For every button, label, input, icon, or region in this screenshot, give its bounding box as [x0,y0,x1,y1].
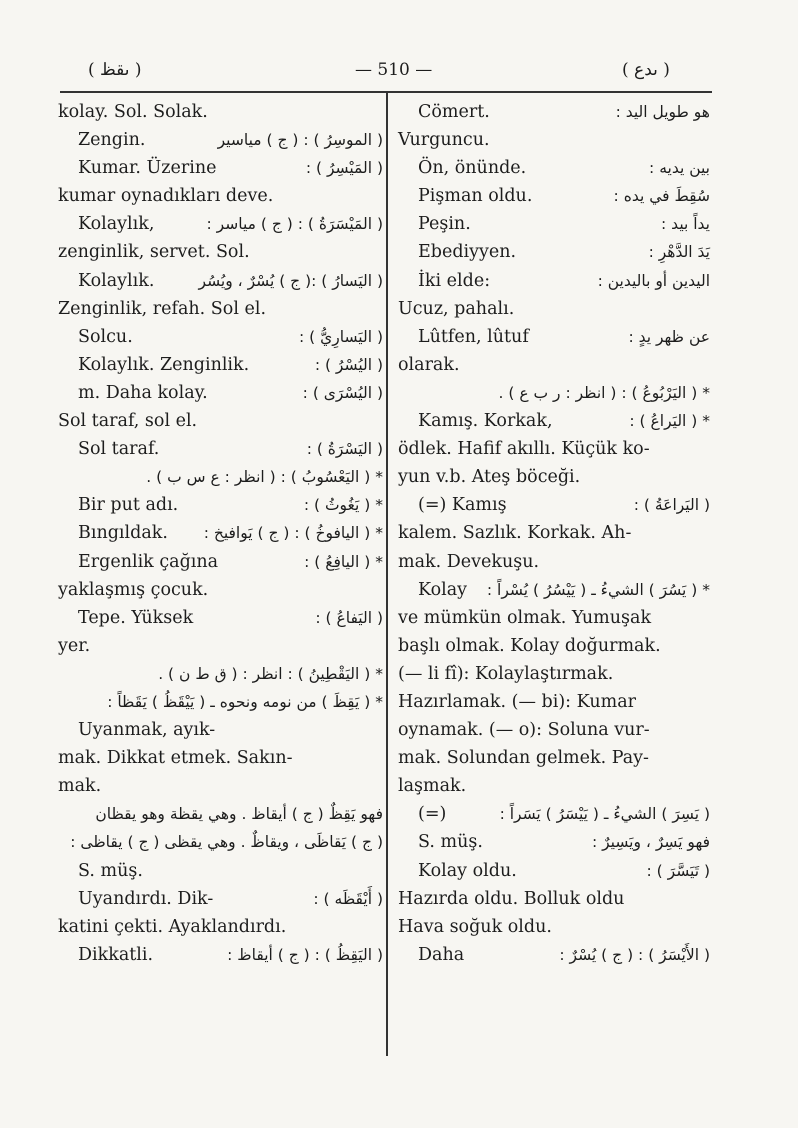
arabic-headword: ( اليَسارُ ) :( ج ) يُسْرٌ ، ويُسُر [198,271,383,290]
entry-line [58,913,383,941]
turkish-text: kumar oynadıkları deve. [58,186,274,207]
arabic-headword: عن ظهر يدٍ : [628,327,710,346]
entry-line [58,576,383,604]
column-divider [386,91,388,1056]
arabic-headword: * ( اليافوخُ ) : ( ج ) يَوافيخ : [203,524,383,543]
arabic-headword: ( المَيْسِرُ ) : [305,159,383,178]
turkish-text: Ucuz, pahalı. [398,298,515,319]
entry-line [58,295,383,323]
entry-line [58,463,383,491]
entry-line [58,435,383,463]
entry-line [398,295,710,323]
turkish-text: Kolay [418,579,468,600]
entry-line [58,660,383,688]
entry-line [398,210,710,238]
entry-line [58,323,383,351]
entry-line [398,885,710,913]
arabic-headword: بين يديه : [649,159,710,178]
entry-line [58,800,383,828]
turkish-text: ödlek. Hafif akıllı. Küçük ko- [398,439,650,460]
turkish-text: Bıngıldak. [78,523,168,544]
entry-line [398,154,710,182]
arabic-headword: ( اليَفاعُ ) : [315,608,383,627]
entry-line [398,716,710,744]
entry-line [58,885,383,913]
entry-line [398,941,710,969]
turkish-text: Daha [418,944,465,965]
entry-line [398,182,710,210]
entry-line [398,435,710,463]
arabic-headword: ( اليَسْرَةُ ) : [306,440,383,459]
arabic-headword: ( المَيْسَرَةُ ) : ( ج ) مياسر : [206,215,383,234]
turkish-text: Tepe. Yüksek [78,607,194,628]
arabic-headword: اليدين أو باليدين : [597,271,710,290]
entry-line [398,857,710,885]
header-left-guide-word: ( ىقظ ) [88,60,142,80]
entry-line [58,126,383,154]
entry-line [58,210,383,238]
turkish-text: Kolaylık. [78,270,155,291]
turkish-text: Kumar. Üzerine [78,158,217,179]
turkish-text: laşmak. [398,776,467,797]
turkish-text: katini çekti. Ayaklandırdı. [58,916,287,937]
entry-line [58,744,383,772]
entry-line [398,351,710,379]
entry-line [58,407,383,435]
arabic-headword: يداً بيد : [661,215,710,234]
turkish-text: Solcu. [78,326,133,347]
arabic-headword: هو طويل اليد : [615,103,710,121]
entry-line [58,351,383,379]
left-column [58,98,383,969]
turkish-text: mak. Dikkat etmek. Sakın- [58,748,293,769]
turkish-text: başlı olmak. Kolay doğurmak. [398,635,661,656]
entry-line [398,576,710,604]
turkish-text: yaklaşmış çocuk. [58,579,209,600]
arabic-headword: * ( يَقِظَ ) من نومه ونحوه ـ ( يَيْقَظُ ) يَقَظاً : [107,692,383,711]
entry-line [398,463,710,491]
entry-line [398,323,710,351]
turkish-text: Cömert. [418,102,490,122]
entry-line [398,800,710,828]
entry-line [58,548,383,576]
arabic-headword: * ( اليَعْسُوبُ ) : ( انظر : ع س ب ) . [146,468,383,487]
turkish-text: S. müş. [78,860,143,881]
turkish-text: Hava soğuk oldu. [398,916,552,937]
arabic-headword: ( يَسِرَ ) الشيءُ ـ ( يَيْسَرُ ) يَسَراً : [499,805,710,824]
arabic-headword: ( اليُسْرَى ) : [302,383,383,402]
turkish-text: oynamak. (— o): Soluna vur- [398,720,650,741]
entry-line [398,913,710,941]
arabic-headword: سُقِطَ في يده : [613,187,710,206]
entry-line [58,154,383,182]
turkish-text: Hazırda oldu. Bolluk oldu [398,888,625,909]
turkish-text: İki elde: [418,270,491,291]
turkish-text: Kolaylık, [78,214,155,235]
arabic-headword: * ( يَسُرَ ) الشيءُ ـ ( يَيْسُرُ ) يُسْراً : [486,580,710,599]
arabic-headword: ( أَيْقَظَه ) : [313,889,383,908]
turkish-text: Kolaylık. Zenginlik. [78,354,250,375]
turkish-text: (=) [418,804,447,825]
arabic-headword: فهو يَسِرٌ ، ويَسِيرٌ : [591,833,710,852]
turkish-text: (=) Kamış [418,495,507,516]
entry-line [398,548,710,576]
arabic-headword: ( اليَسارِيُّ ) : [299,327,383,346]
turkish-text: Lûtfen, lûtuf [418,326,529,347]
turkish-text: Pişman oldu. [418,186,533,207]
entry-line [398,828,710,856]
entry-line [398,407,710,435]
turkish-text: Zenginlik, refah. Sol el. [58,298,267,319]
arabic-headword: ( اليُسْرُ ) : [314,355,383,374]
turkish-text: m. Daha kolay. [78,382,208,403]
turkish-text: Bir put adı. [78,495,179,516]
entry-line [58,379,383,407]
turkish-text: yun v.b. Ateş böceği. [398,467,581,488]
turkish-text: Kolay oldu. [418,860,517,881]
arabic-headword: * ( اليَراعُ ) : [629,412,710,431]
turkish-text: yer. [58,635,91,656]
page-number: — 510 — [355,60,433,80]
arabic-headword: * ( اليَرْبُوعُ ) : ( انظر : ر ب ع ) . [498,383,710,402]
entry-line [398,744,710,772]
turkish-text: Kamış. Korkak, [418,411,553,432]
entry-line [398,519,710,547]
entry-line [58,857,383,885]
turkish-text: Uyanmak, ayık- [78,720,216,741]
arabic-headword: * ( يَغُوثُ ) : [303,496,383,515]
arabic-headword: ( ج ) يَقاظَى ، ويقاظٌ . وهي يقظى ( ج ) يقاظى : [70,833,383,852]
entry-line [398,660,710,688]
entry-line [58,267,383,295]
turkish-text: olarak. [398,354,460,375]
entry-line [398,238,710,266]
arabic-headword: ( الموسِرُ ) : ( ج ) مياسير [217,131,383,150]
entry-line [398,379,710,407]
turkish-text: zenginlik, servet. Sol. [58,242,250,263]
turkish-text: Ebediyyen. [418,242,517,263]
arabic-headword: ( اليَقِظُ ) : ( ج ) أيقاظ : [227,945,383,964]
arabic-headword: يَدَ الدَّهْرِ : [648,243,710,262]
entry-line [398,491,710,519]
turkish-text: kalem. Sazlık. Korkak. Ah- [398,523,632,544]
entry-line [58,688,383,716]
entry-line [58,632,383,660]
right-column [398,98,710,969]
arabic-headword: ( الأَيْسَرُ ) : ( ج ) يُسْرٌ : [559,945,710,964]
turkish-text: Uyandırdı. Dik- [78,888,214,909]
entry-line [398,98,710,126]
turkish-text: ve mümkün olmak. Yumuşak [398,607,652,628]
turkish-text: Hazırlamak. (— bi): Kumar [398,691,636,712]
entry-line [58,238,383,266]
entry-line [398,604,710,632]
turkish-text: Sol taraf, sol el. [58,411,198,432]
arabic-headword: فهو يَقِظٌ ( ج ) أيقاظ . وهي يقظة وهو يقظان [95,805,383,824]
entry-line [58,716,383,744]
arabic-headword: ( اليَراعَةُ ) : [633,496,710,515]
entry-line [58,519,383,547]
turkish-text: Sol taraf. [78,439,160,460]
entry-line [398,688,710,716]
turkish-text: Ön, önünde. [418,158,527,179]
entry-line [398,126,710,154]
entry-line [398,632,710,660]
turkish-text: Ergenlik çağına [78,551,219,572]
entry-line [58,491,383,519]
entry-line [58,182,383,210]
turkish-text: Zengin. [78,130,146,151]
turkish-text: mak. Devekuşu. [398,551,540,572]
header-right-guide-word: ( ىدع ) [622,60,670,80]
turkish-text: S. müş. [418,832,483,853]
arabic-headword: * ( اليَقْطِينُ ) : انظر : ( ق ط ن ) . [158,664,383,683]
turkish-text: mak. [58,776,102,797]
turkish-text: Peşin. [418,214,471,235]
turkish-text: kolay. Sol. Solak. [58,102,208,122]
arabic-headword: * ( اليافِعُ ) : [304,552,383,571]
turkish-text: (— li fî): Kolaylaştırmak. [398,663,614,684]
turkish-text: Vurguncu. [398,130,490,151]
entry-line [58,98,383,126]
entry-line [398,772,710,800]
turkish-text: Dikkatli. [78,944,154,965]
entry-line [58,604,383,632]
entry-line [398,267,710,295]
arabic-headword: ( تَيَسَّرَ ) : [646,861,710,880]
turkish-text: mak. Solundan gelmek. Pay- [398,748,649,769]
entry-line [58,828,383,856]
entry-line [58,941,383,969]
entry-line [58,772,383,800]
